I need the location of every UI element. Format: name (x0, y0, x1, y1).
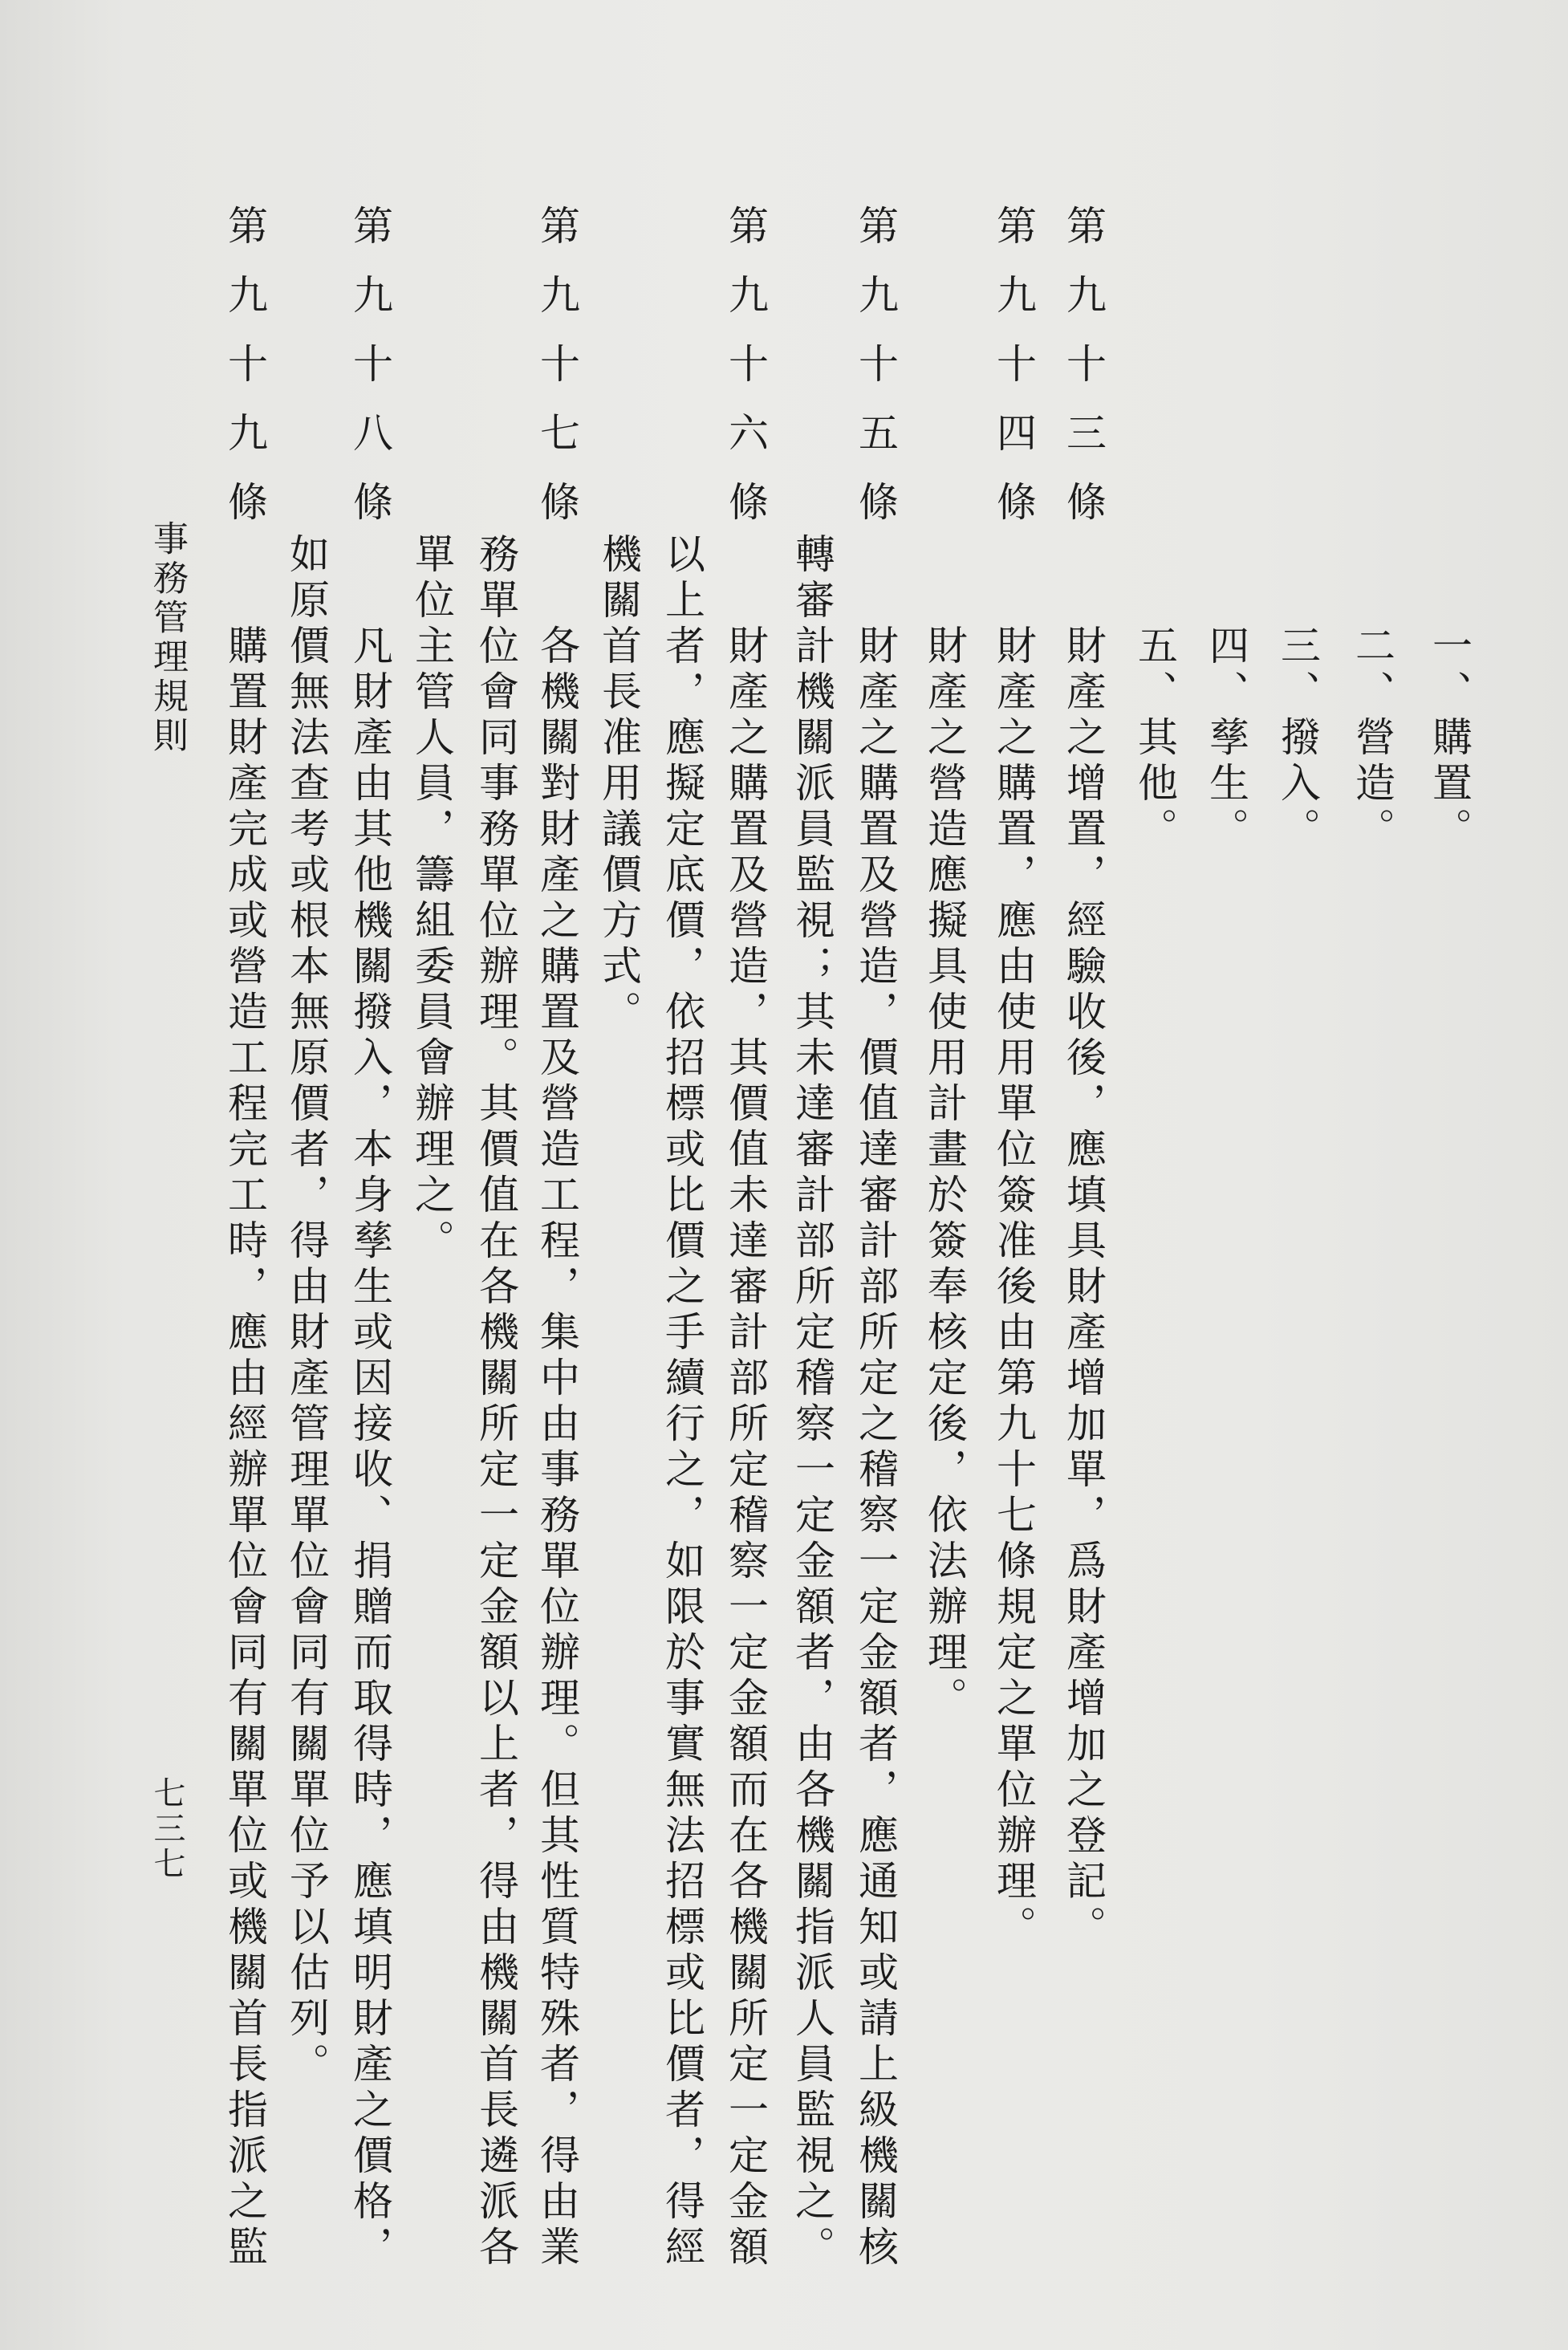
article-label: 第九十六條 (722, 205, 769, 550)
article-text: 凡財產由其他機關撥入，本身孳生或因接收、捐贈而取得時，應填明財產之價格， (347, 624, 393, 2271)
article-text: 以上者，應擬定底價，依招標或比價之手續行之，如限於事實無法招標或比價者，得經 (659, 533, 705, 2271)
article-label: 第九十九條 (221, 205, 268, 550)
article-text: 轉審計機關派員監視；其未達審計部所定稽察一定金額者，由各機關指派人員監視之。 (789, 533, 835, 2271)
article-text: 各機關對財產之購置及營造工程，集中由事務單位辦理。但其性質特殊者，得由業 (534, 624, 580, 2271)
article-text: 財產之增置，經驗收後，應填具財產增加單，爲財產增加之登記。 (1060, 624, 1107, 1951)
article-label: 第九十七條 (534, 205, 580, 550)
article-text: 財產之營造應擬具使用計畫於簽奉核定後，依法辦理。 (921, 624, 968, 1722)
article-text: 購置財產完成或營造工程完工時，應由經辦單位會同有關單位或機關首長指派之監 (221, 624, 268, 2271)
page-number: 七三七 (148, 1776, 185, 1882)
article-text: 如原價無法查考或根本無原價者，得由財產管理單位會同有關單位予以估列。 (283, 533, 330, 2088)
article-text: 財產之購置，應由使用單位簽准後由第九十七條規定之單位辦理。 (990, 624, 1037, 1951)
article-text: 務單位會同事務單位辦理。其價值在各機關所定一定金額以上者，得由機關首長遴派各 (473, 533, 519, 2271)
article-label: 第九十五條 (852, 205, 899, 550)
article-text: 單位主管人員，籌組委員會辦理之。 (408, 533, 455, 1265)
article-text: 財產之購置及營造，價值達審計部所定之稽察一定金額者，應通知或請上級機關核 (852, 624, 899, 2271)
article-text: 財產之購置及營造，其價值未達審計部所定稽察一定金額而在各機關所定一定金額 (722, 624, 769, 2271)
list-item-text: 一、購置。 (1426, 624, 1473, 853)
list-item-text: 四、孳生。 (1203, 624, 1249, 853)
article-label: 第九十四條 (990, 205, 1037, 550)
article-text: 機關首長准用議價方式。 (595, 533, 642, 1036)
running-title: 事務管理規則 (147, 520, 188, 756)
article-label: 第九十八條 (347, 205, 393, 550)
list-item-text: 五、其他。 (1131, 624, 1178, 853)
list-item-text: 三、撥入。 (1274, 624, 1321, 853)
article-label: 第九十三條 (1060, 205, 1107, 550)
list-item-text: 二、營造。 (1349, 624, 1395, 853)
